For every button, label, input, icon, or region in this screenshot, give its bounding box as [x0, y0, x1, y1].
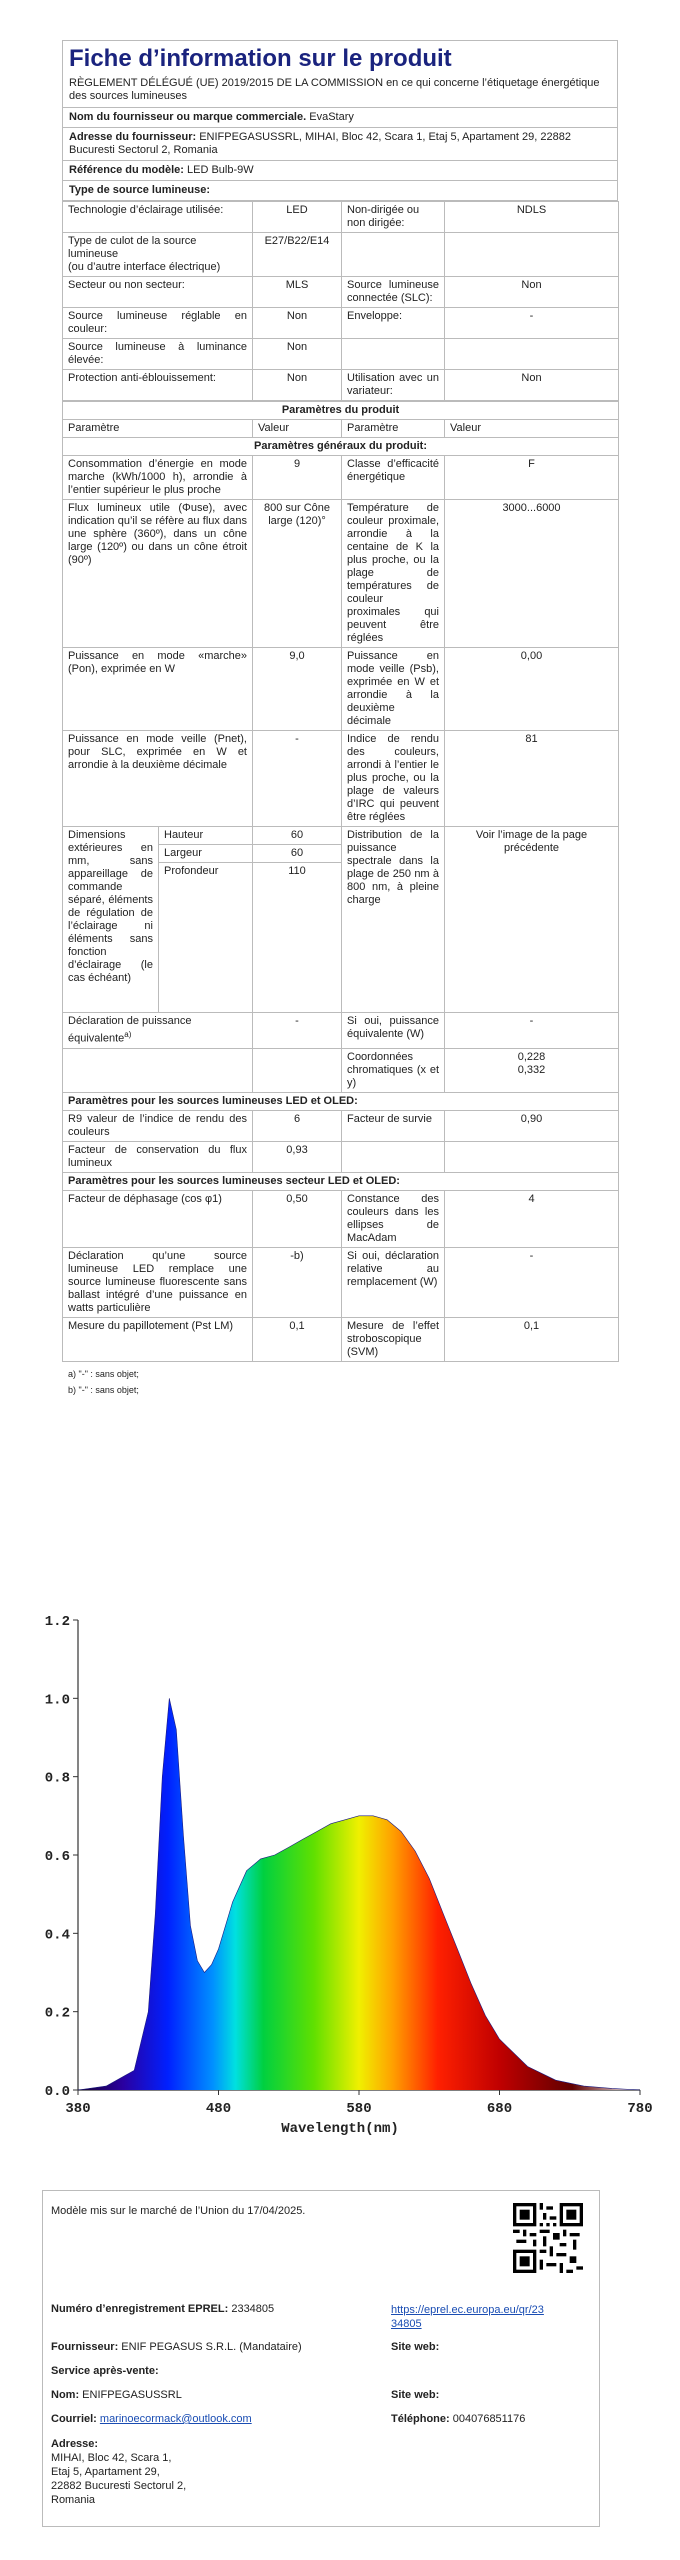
width-label: Largeur — [159, 845, 253, 863]
cct-label: Température de couleur proximale, arrondie à la centaine de K la plus proche, ou la plage de températures de couleur proximales qui peuvent être réglées — [342, 500, 445, 648]
service-address-line: MIHAI, Bloc 42, Scara 1, — [51, 2452, 172, 2464]
empty-cell — [445, 1141, 619, 1172]
x-tick-label: 780 — [627, 2101, 653, 2117]
directional-value: NDLS — [445, 202, 619, 233]
y-tick-label: 1.2 — [44, 1614, 70, 1630]
mains-params-heading: Paramètres pour les sources lumineuses secteur LED et OLED: — [63, 1172, 619, 1190]
y-tick-label: 0.8 — [44, 1770, 70, 1787]
flux-label: Flux lumineux utile (Φuse), avec indication qu’il se réfère au flux dans une sphère (360º), dans un cône large (120º) ou dans un cône étroit (90º) — [63, 500, 253, 648]
equiv-w-label: Si oui, puissance équivalente (W) — [342, 1013, 445, 1049]
spectral-label: Distribution de la puissance spectrale dans la plage de 250 nm à 800 nm, à pleine charge — [342, 827, 445, 1013]
connected-label: Source lumineuse connectée (SLC): — [342, 277, 445, 308]
supplier-label: Nom du fournisseur ou marque commerciale. — [69, 111, 307, 123]
y-tick-label: 0.2 — [44, 2005, 70, 2022]
high-luminance-value: Non — [253, 339, 342, 370]
footer-supplier-label: Fournisseur: — [51, 2341, 119, 2353]
website2-label: Site web: — [391, 2389, 440, 2401]
email-label: Courriel: — [51, 2413, 97, 2425]
psb-label: Puissance en mode veille (Psb), exprimée en W et arrondie à la deuxième décimale — [342, 648, 445, 731]
service-name-value: ENIFPEGASUSSRL — [82, 2389, 182, 2401]
address-value: ENIFPEGASUSSRL, MIHAI, Bloc 42, Scara 1, Etaj 5, Apartament 29, 22882 Bucuresti Sectorul 2, Romania — [69, 131, 571, 156]
survival-value: 0,90 — [445, 1110, 619, 1141]
footnote-b: b) "-" : sans objet; — [68, 1384, 139, 1395]
stroboscopic-label: Mesure de l’effet stroboscopique (SVM) — [342, 1317, 445, 1361]
col-value-header-2: Valeur — [445, 420, 619, 438]
eprel-value: 2334805 — [231, 2303, 275, 2315]
envelope-value: - — [445, 308, 619, 339]
eprel-row — [51, 2303, 274, 2315]
y-tick-label: 1.0 — [44, 1692, 70, 1709]
empty-cell — [445, 233, 619, 277]
website-row — [391, 2341, 439, 2353]
service-address-line: Etaj 5, Apartament 29, — [51, 2466, 160, 2478]
spectrum-area — [78, 1698, 640, 2090]
phone-row — [391, 2413, 525, 2425]
cap-type-sublabel: (ou d’autre interface électrique) — [68, 261, 221, 273]
spectral-value: Voir l’image de la page précédente — [445, 827, 619, 1013]
pon-label: Puissance en mode «marche» (Pon), exprimée en W — [63, 648, 253, 731]
psb-value: 0,00 — [445, 648, 619, 731]
chroma-x: 0,228 — [517, 1050, 546, 1063]
footnote-a: a) "-" : sans objet; — [68, 1368, 139, 1379]
cri-label: Indice de rendu des couleurs, arrondi à l’entier le plus proche, ou la plage de valeurs d’IRC qui peuvent être réglées — [342, 731, 445, 827]
replacement-label: Déclaration qu’une source lumineuse LED remplace une source lumineuse fluorescente sans ballast intégré d’une puissance en watts particulière — [63, 1247, 253, 1317]
table-row — [63, 370, 619, 401]
equiv-value: - — [253, 1013, 342, 1049]
empty-cell — [342, 1141, 445, 1172]
table-row — [63, 500, 619, 648]
supplier-row — [62, 108, 618, 128]
table-row — [63, 402, 619, 420]
table-row — [63, 1110, 619, 1141]
high-luminance-label: Source lumineuse à luminance élevée: — [63, 339, 253, 370]
tech-label: Technologie d’éclairage utilisée: — [63, 202, 253, 233]
website2-row — [391, 2389, 439, 2401]
model-value: LED Bulb-9W — [186, 164, 254, 176]
page-title: Fiche d’information sur le produit — [62, 40, 618, 75]
led-params-heading: Paramètres pour les sources lumineuses LED et OLED: — [63, 1092, 619, 1110]
address-row — [62, 128, 618, 161]
website-label: Site web: — [391, 2341, 440, 2353]
eprel-link-part1: https://eprel.ec.europa.eu/qr/23 — [391, 2304, 544, 2316]
tech-value: LED — [253, 202, 342, 233]
y-tick-label: 0.0 — [44, 2084, 70, 2100]
height-label: Hauteur — [159, 827, 253, 845]
service-name-row — [51, 2389, 182, 2401]
dimmer-value: Non — [445, 370, 619, 401]
equiv-label: Déclaration de puissance équivalente — [68, 1015, 192, 1045]
replacement-w-label: Si oui, déclaration relative au remplacement (W) — [342, 1247, 445, 1317]
service-address-label: Adresse: — [51, 2438, 99, 2450]
table-row — [63, 202, 619, 233]
after-sales-label: Service après-vente: — [51, 2365, 159, 2377]
spectrum-chart-svg — [0, 1580, 680, 2140]
chroma-y: 0,332 — [517, 1063, 546, 1076]
empty-cell — [63, 1048, 253, 1092]
qr-code[interactable] — [513, 2203, 583, 2273]
macadam-label: Constance des couleurs dans les ellipses de MacAdam — [342, 1190, 445, 1247]
col-value-header: Valeur — [253, 420, 342, 438]
connected-value: Non — [445, 277, 619, 308]
table-row — [63, 648, 619, 731]
empty-cell — [342, 339, 445, 370]
phone-label: Téléphone: — [391, 2413, 450, 2425]
power-factor-value: 0,50 — [253, 1190, 342, 1247]
phone-value: 004076851176 — [452, 2413, 526, 2425]
x-tick-label: 680 — [486, 2101, 513, 2117]
table-row — [63, 339, 619, 370]
x-tick-label: 380 — [65, 2101, 91, 2117]
depth-label: Profondeur — [159, 863, 253, 1013]
table-row — [63, 1317, 619, 1361]
r9-label: R9 valeur de l’indice de rendu des couleurs — [63, 1110, 253, 1141]
flicker-value: 0,1 — [253, 1317, 342, 1361]
footer-supplier-value: ENIF PEGASUS S.R.L. (Mandataire) — [121, 2341, 302, 2353]
service-address-line: 22882 Bucuresti Sectorul 2, — [51, 2480, 187, 2492]
macadam-value: 4 — [445, 1190, 619, 1247]
stroboscopic-value: 0,1 — [445, 1317, 619, 1361]
eprel-link-part2: 34805 — [391, 2318, 422, 2330]
supplier-value: EvaStary — [309, 111, 354, 123]
general-params-heading: Paramètres généraux du produit: — [63, 438, 619, 456]
model-label: Référence du modèle: — [69, 164, 184, 176]
footnotes — [68, 1368, 618, 1400]
params-table — [62, 401, 619, 1362]
pnet-label: Puissance en mode veille (Pnet), pour SLC, exprimée en W et arrondie à la deuxième décimale — [63, 731, 253, 827]
flux-value: 800 sur Cône large (120)° — [253, 500, 342, 648]
consumption-value: 9 — [253, 456, 342, 500]
email-row — [51, 2413, 252, 2425]
service-address-line: Romania — [51, 2494, 96, 2506]
class-value: F — [445, 456, 619, 500]
table-row — [63, 438, 619, 456]
service-address — [51, 2437, 186, 2507]
anti-glare-label: Protection anti-éblouissement: — [63, 370, 253, 401]
x-tick-label: 580 — [346, 2101, 372, 2117]
y-tick-label: 0.6 — [44, 1849, 70, 1865]
type-section-label: Type de source lumineuse: — [69, 184, 211, 196]
lumen-maintenance-label: Facteur de conservation du flux lumineux — [63, 1141, 253, 1172]
pnet-value: - — [253, 731, 342, 827]
model-row — [62, 161, 618, 181]
table-row — [63, 456, 619, 500]
footnote-a-marker: a) — [124, 1030, 132, 1039]
table-row — [63, 827, 619, 845]
y-tick-label: 0.4 — [44, 1927, 70, 1944]
dimensions-label: Dimensions extérieures en mm, sans appareillage de commande séparé, éléments de régulation de l’éclairage ni éléments sans fonction d’éclairage (le cas échéant) — [63, 827, 159, 1013]
width-value: 60 — [253, 845, 342, 863]
depth-value: 110 — [253, 863, 342, 1013]
chroma-values — [445, 1048, 619, 1092]
after-sales-row — [51, 2365, 159, 2377]
table-row — [63, 233, 619, 277]
spectrum-chart — [0, 1580, 680, 2140]
col-param-header-2: Paramètre — [342, 420, 445, 438]
x-tick-label: 480 — [205, 2101, 232, 2117]
directional-label: Non-dirigée ou non dirigée: — [342, 202, 445, 233]
product-info-sheet — [62, 40, 618, 1400]
table-row — [63, 1172, 619, 1190]
table-row — [63, 1190, 619, 1247]
table-row — [63, 277, 619, 308]
email-link[interactable]: marinoecormack@outlook.com — [99, 2413, 252, 2425]
class-label: Classe d’efficacité énergétique — [342, 456, 445, 500]
table-row — [63, 1092, 619, 1110]
col-param-header: Paramètre — [63, 420, 253, 438]
survival-label: Facteur de survie — [342, 1110, 445, 1141]
empty-cell — [342, 233, 445, 277]
pon-value: 9,0 — [253, 648, 342, 731]
table-row — [63, 1247, 619, 1317]
tunable-value: Non — [253, 308, 342, 339]
lumen-maintenance-value: 0,93 — [253, 1141, 342, 1172]
equiv-w-value: - — [445, 1013, 619, 1049]
equiv-cell — [63, 1013, 253, 1049]
placed-on-market: Modèle mis sur le marché de l’Union du 17/04/2025. — [51, 2205, 306, 2217]
cap-type-value: E27/B22/E14 — [253, 233, 342, 277]
cap-type-label: Type de culot de la source lumineuse — [68, 235, 197, 260]
service-name-label: Nom: — [51, 2389, 80, 2401]
envelope-label: Enveloppe: — [342, 308, 445, 339]
replacement-value: -b) — [253, 1247, 342, 1317]
dimmer-label: Utilisation avec un variateur: — [342, 370, 445, 401]
cri-value: 81 — [445, 731, 619, 827]
footer-panel — [42, 2190, 600, 2527]
r9-value: 6 — [253, 1110, 342, 1141]
tunable-label: Source lumineuse réglable en couleur: — [63, 308, 253, 339]
address-label: Adresse du fournisseur: — [69, 131, 197, 143]
height-value: 60 — [253, 827, 342, 845]
table-row — [63, 1048, 619, 1092]
mains-value: MLS — [253, 277, 342, 308]
type-section-heading — [62, 181, 618, 201]
cct-value: 3000...6000 — [445, 500, 619, 648]
type-table — [62, 201, 619, 401]
table-row — [63, 1013, 619, 1049]
x-axis-label: Wavelength(nm) — [281, 2121, 399, 2137]
replacement-w-value: - — [445, 1247, 619, 1317]
chroma-label: Coordonnées chromatiques (x et y) — [342, 1048, 445, 1092]
eprel-link[interactable] — [391, 2303, 544, 2331]
anti-glare-value: Non — [253, 370, 342, 401]
consumption-label: Consommation d’énergie en mode marche (kWh/1000 h), arrondie à l’entier supérieur le plus proche — [63, 456, 253, 500]
supplier-row — [51, 2341, 302, 2353]
table-row — [63, 731, 619, 827]
cap-type-cell — [63, 233, 253, 277]
product-params-heading: Paramètres du produit — [63, 402, 619, 420]
mains-label: Secteur ou non secteur: — [63, 277, 253, 308]
eprel-label: Numéro d’enregistrement EPREL: — [51, 2303, 229, 2315]
power-factor-label: Facteur de déphasage (cos φ1) — [63, 1190, 253, 1247]
table-row — [63, 1141, 619, 1172]
empty-cell — [253, 1048, 342, 1092]
flicker-label: Mesure du papillotement (Pst LM) — [63, 1317, 253, 1361]
table-row — [63, 308, 619, 339]
table-row — [63, 420, 619, 438]
regulation-text: RÈGLEMENT DÉLÉGUÉ (UE) 2019/2015 DE LA COMMISSION en ce qui concerne l’étiquetage énergétique des sources lumineuses — [62, 75, 618, 108]
empty-cell — [445, 339, 619, 370]
